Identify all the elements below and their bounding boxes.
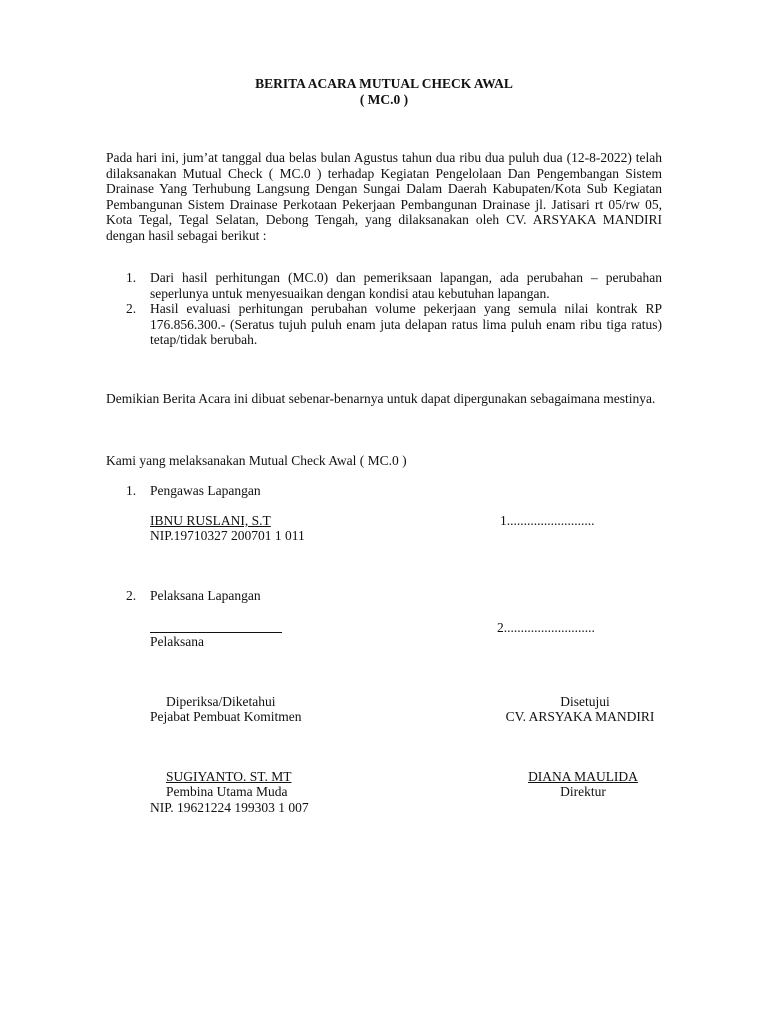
left-sign-line2: Pejabat Pembuat Komitmen — [150, 709, 302, 724]
executor1-role: Pengawas Lapangan — [150, 483, 261, 498]
executor2-number: 2. — [126, 588, 137, 603]
executor2-title: Pelaksana — [150, 634, 204, 649]
right-sign-name: DIANA MAULIDA — [528, 769, 638, 784]
list-item — [106, 301, 662, 348]
list-item-number: 1. — [126, 270, 137, 285]
left-sign-rank: Pembina Utama Muda — [166, 784, 288, 799]
closing-paragraph: Demikian Berita Acara ini dibuat sebenar-benarnya untuk dapat dipergunakan sebagaimana mestinya. — [106, 391, 656, 406]
results-list — [106, 270, 662, 348]
right-sign-position: Direktur — [560, 784, 606, 799]
right-sign-line2: CV. ARSYAKA MANDIRI — [505, 709, 655, 724]
list-item-text: Dari hasil perhitungan (MC.0) dan pemeriksaan lapangan, ada perubahan – perubahan seperlunya untuk menyesuaikan dengan kondisi atau kebutuhan lapangan. — [150, 270, 662, 301]
list-item — [106, 270, 662, 301]
executor1-signature-line: 1.......................... — [500, 513, 595, 528]
document-title: BERITA ACARA MUTUAL CHECK AWAL — [255, 76, 513, 91]
intro-paragraph: Pada hari ini, jum’at tanggal dua belas bulan Agustus tahun dua ribu dua puluh dua (12-8-2022) telah dilaksanakan Mutual Check ( MC.0 ) terhadap Kegiatan Pengelolaan Dan Pengembangan Sistem Drainase Yang Terhubung Langsung Dengan Sungai Dalam Daerah Kabupaten/Kota Sub Kegiatan Pembangunan Sistem Drainase Perkotaan Pekerjaan Pembangunan Drainase jl. Jatisari rt 05/rw 05, Kota Tegal, Tegal Selatan, Debong Tengah, yang dilaksanakan oleh CV. ARSYAKA MANDIRI dengan hasil sebagai berikut : — [106, 150, 662, 243]
executor2-signature-line: 2........................... — [497, 620, 595, 635]
executor1-name: IBNU RUSLANI, S.T — [150, 513, 271, 528]
executor1-nip: NIP.19710327 200701 1 011 — [150, 528, 305, 543]
left-sign-line1: Diperiksa/Diketahui — [166, 694, 276, 709]
executor1-number: 1. — [126, 483, 137, 498]
document-subtitle: ( MC.0 ) — [359, 92, 409, 107]
executor2-role: Pelaksana Lapangan — [150, 588, 261, 603]
left-sign-name: SUGIYANTO. ST. MT — [166, 769, 292, 784]
right-sign-line1: Disetujui — [560, 694, 610, 709]
executors-intro: Kami yang melaksanakan Mutual Check Awal ( MC.0 ) — [106, 453, 407, 468]
list-item-number: 2. — [126, 301, 137, 317]
list-item-text: Hasil evaluasi perhitungan perubahan volume pekerjaan yang semula nilai kontrak RP 176.856.300.- (Seratus tujuh puluh enam juta delapan ratus lima puluh enam ribu tiga ratus) tetap/tidak berubah. — [150, 301, 662, 348]
left-sign-nip: NIP. 19621224 199303 1 007 — [150, 800, 309, 815]
